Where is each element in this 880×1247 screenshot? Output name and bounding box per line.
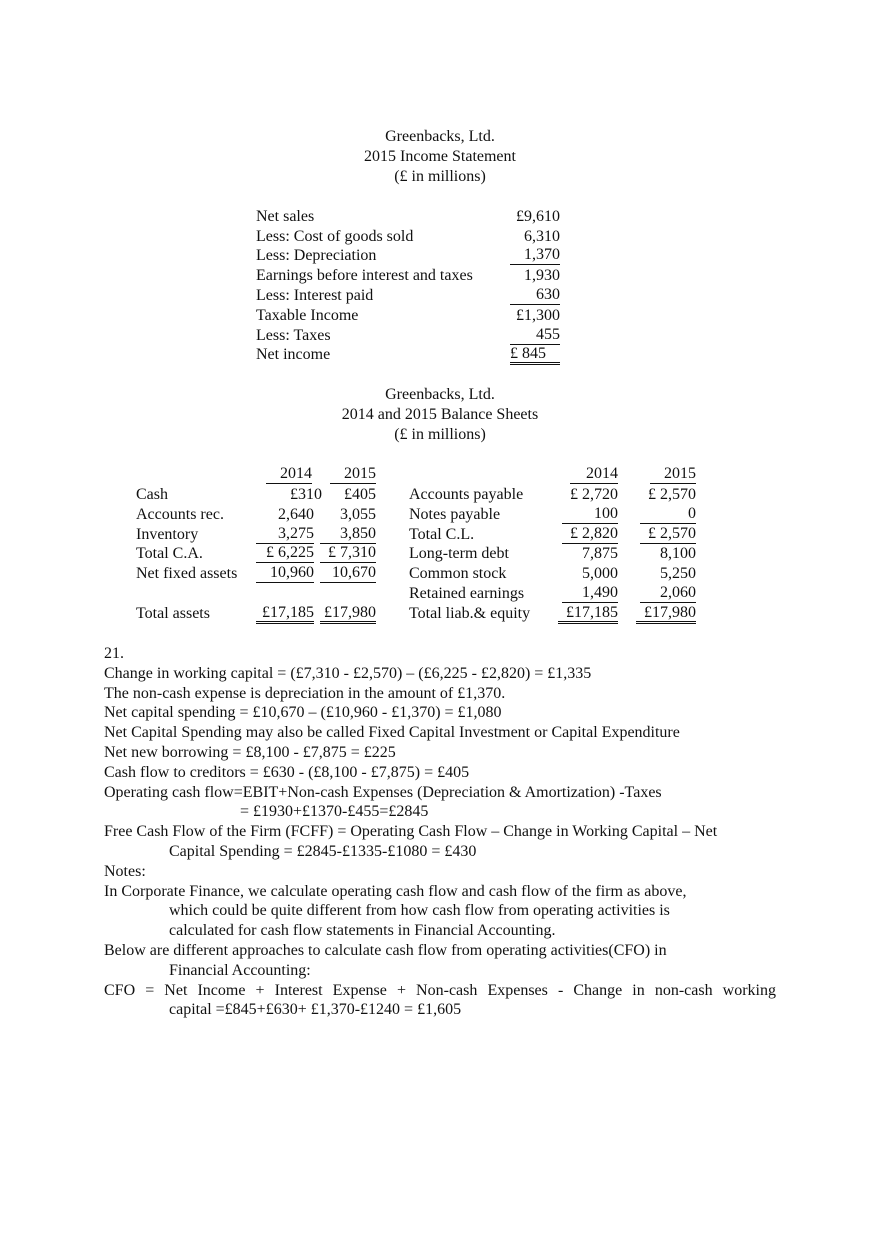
liability-label: Total C.L. <box>409 526 475 543</box>
asset-label: Total C.A. <box>136 545 203 562</box>
income-company: Greenbacks, Ltd. <box>385 128 495 145</box>
liability-value-2014: £ 2,720 <box>570 486 618 503</box>
solution-line: Operating cash flow=EBIT+Non-cash Expenses (Depreciation & Amortization) -Taxes <box>104 783 662 801</box>
balance-title: 2014 and 2015 Balance Sheets <box>341 406 539 423</box>
liability-label: Notes payable <box>409 506 501 523</box>
solution-line: Net new borrowing = £8,100 - £7,875 = £225 <box>104 743 396 761</box>
asset-value-2014: £310 <box>290 486 322 503</box>
asset-value-2015: 3,055 <box>340 506 376 523</box>
asset-value-2014: 3,275 <box>256 525 314 544</box>
liability-value-2014: £17,185 <box>558 604 618 624</box>
liability-value-2015: £ 2,570 <box>648 486 696 503</box>
solution-line: Cash flow to creditors = £630 - (£8,100 - £7,875) = £405 <box>104 763 470 781</box>
asset-label: Total assets <box>136 605 210 622</box>
income-row-label: Less: Depreciation <box>256 247 377 264</box>
solution-line: calculated for cash flow statements in Financial Accounting. <box>169 922 556 940</box>
solution-line: Notes: <box>104 862 146 880</box>
liability-label: Retained earnings <box>409 585 525 602</box>
income-row-value: 455 <box>510 326 560 345</box>
balance-company: Greenbacks, Ltd. <box>385 386 495 403</box>
income-row-value: £1,300 <box>516 307 560 324</box>
asset-value-2014: 2,640 <box>278 506 314 523</box>
liability-label: Common stock <box>409 565 507 582</box>
asset-label: Accounts rec. <box>136 506 224 523</box>
income-row-value: £9,610 <box>516 208 560 225</box>
income-row-label: Less: Taxes <box>256 327 331 344</box>
liability-value-2015: 5,250 <box>660 565 696 582</box>
solution-line: Free Cash Flow of the Firm (FCFF) = Operating Cash Flow – Change in Working Capital – Net <box>104 823 718 841</box>
income-row-label: Less: Cost of goods sold <box>256 228 414 245</box>
liability-value-2015: 2,060 <box>640 584 696 603</box>
income-row-label: Earnings before interest and taxes <box>256 267 473 284</box>
liab-year-2015-header: 2015 <box>650 465 696 484</box>
asset-value-2015: £405 <box>344 486 376 503</box>
income-row-value: 630 <box>510 286 560 305</box>
problem-number: 21. <box>104 645 124 662</box>
asset-label: Cash <box>136 486 168 503</box>
income-row-value: 1,370 <box>510 246 560 265</box>
liability-value-2015: £17,980 <box>636 604 696 624</box>
asset-label: Net fixed assets <box>136 565 238 582</box>
liability-value-2014: 100 <box>562 505 618 524</box>
solution-line: = £1930+£1370-£455=£2845 <box>240 803 429 821</box>
asset-value-2015: 3,850 <box>320 525 376 544</box>
solution-line: Below are different approaches to calculate cash flow from operating activities(CFO) in <box>104 941 667 959</box>
solution-line: Net Capital Spending may also be called Fixed Capital Investment or Capital Expenditure <box>104 724 680 742</box>
solution-line: Financial Accounting: <box>169 961 311 979</box>
liability-label: Accounts payable <box>409 486 524 503</box>
solution-line: Capital Spending = £2845-£1335-£1080 = £430 <box>169 842 477 860</box>
assets-year-2014-header: 2014 <box>266 465 312 484</box>
asset-label: Inventory <box>136 526 199 543</box>
income-row-label: Taxable Income <box>256 307 359 324</box>
liability-label: Total liab.& equity <box>409 605 531 622</box>
liability-value-2014: 1,490 <box>562 584 618 603</box>
solution-line: capital =£845+£630+ £1,370-£1240 = £1,605 <box>169 1001 462 1019</box>
assets-year-2015-header: 2015 <box>330 465 376 484</box>
solution-line: which could be quite different from how cash flow from operating activities is <box>169 902 670 920</box>
income-net-income-value: £ 845 <box>510 345 560 365</box>
asset-value-2014: £17,185 <box>256 604 314 624</box>
liability-value-2015: £ 2,570 <box>640 525 696 544</box>
solution-line: Net capital spending = £10,670 – (£10,960 - £1,370) = £1,080 <box>104 704 502 722</box>
income-row-label: Net sales <box>256 208 315 225</box>
liability-value-2014: £ 2,820 <box>562 525 618 544</box>
income-units: (£ in millions) <box>394 168 486 185</box>
solution-line: The non-cash expense is depreciation in the amount of £1,370. <box>104 684 506 702</box>
solution-text <box>104 644 776 1020</box>
asset-value-2014: 10,960 <box>256 564 314 583</box>
balance-units: (£ in millions) <box>394 426 486 443</box>
liability-value-2015: 0 <box>640 505 696 524</box>
solution-line: In Corporate Finance, we calculate operating cash flow and cash flow of the firm as above, <box>104 882 687 900</box>
solution-line: Change in working capital = (£7,310 - £2,570) – (£6,225 - £2,820) = £1,335 <box>104 664 592 682</box>
income-title: 2015 Income Statement <box>364 148 516 165</box>
asset-value-2015: £17,980 <box>320 604 376 624</box>
income-row-label: Net income <box>256 346 331 363</box>
liability-value-2015: 8,100 <box>660 545 696 562</box>
income-row-label: Less: Interest paid <box>256 287 374 304</box>
solution-line: CFO = Net Income + Interest Expense + Non-cash Expenses - Change in non-cash working <box>104 981 776 999</box>
liability-label: Long-term debt <box>409 545 509 562</box>
liability-value-2014: 5,000 <box>582 565 618 582</box>
liability-value-2014: 7,875 <box>582 545 618 562</box>
asset-value-2015: 10,670 <box>320 564 376 583</box>
income-row-value: 6,310 <box>524 228 560 245</box>
income-row-value: 1,930 <box>524 267 560 284</box>
asset-value-2014: £ 6,225 <box>256 544 314 563</box>
asset-value-2015: £ 7,310 <box>320 544 376 563</box>
liab-year-2014-header: 2014 <box>570 465 618 484</box>
